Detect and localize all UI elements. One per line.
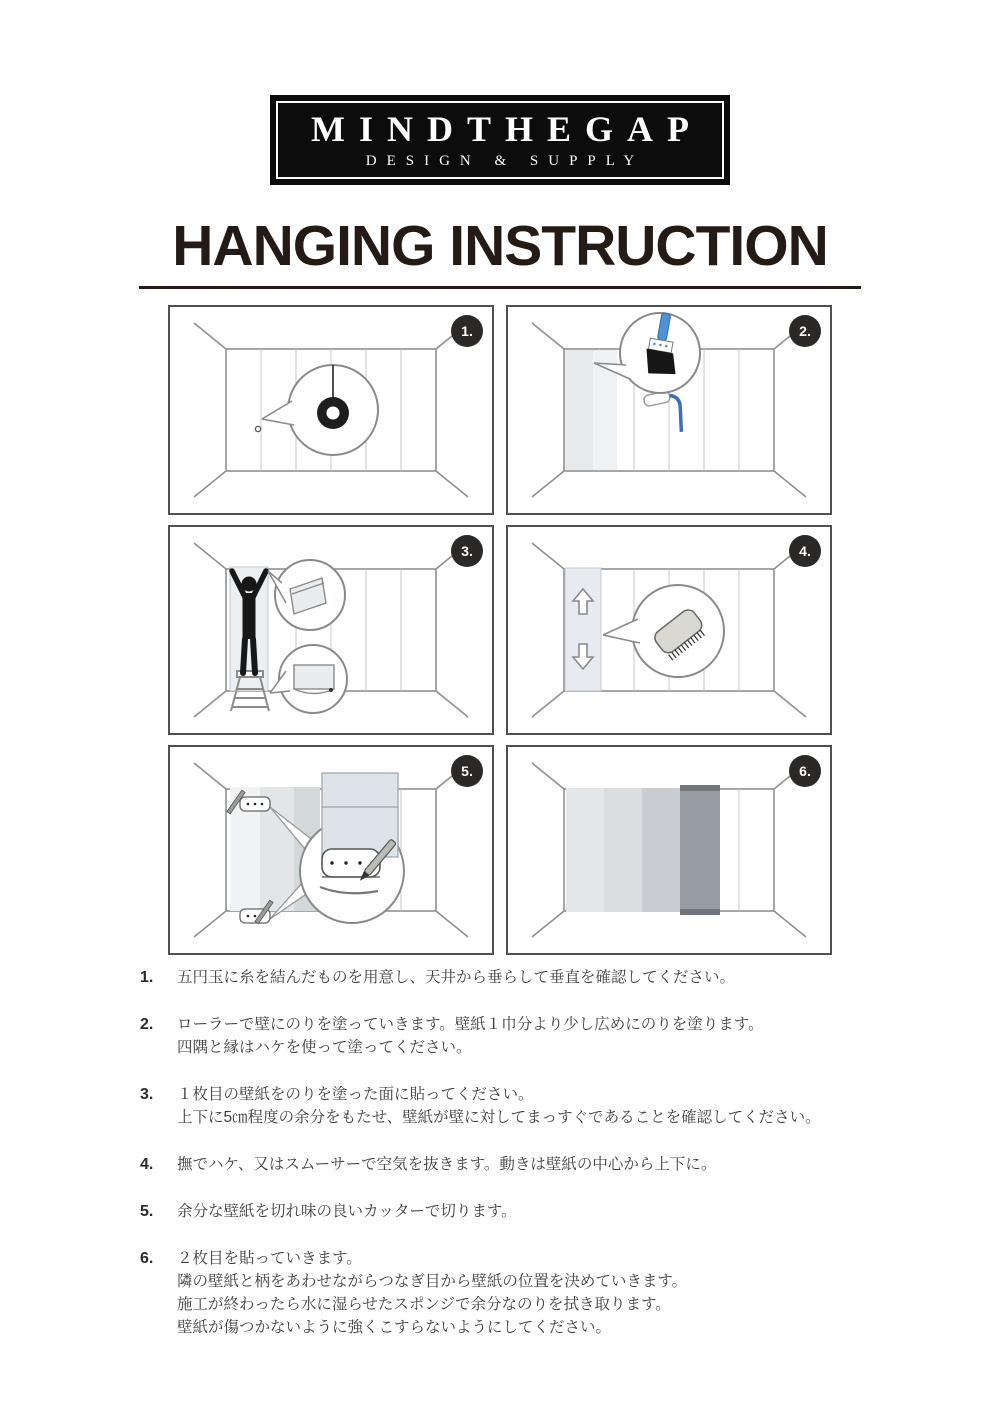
hang-first-strip-illustration — [170, 527, 492, 733]
instruction-number: 6. — [140, 1250, 154, 1267]
instruction-item-4 — [140, 1153, 880, 1176]
instruction-item-3 — [140, 1083, 880, 1129]
instruction-item-2 — [140, 1013, 880, 1059]
brand-tagline: DESIGN & SUPPLY — [365, 152, 645, 169]
instruction-number: 1. — [140, 969, 154, 986]
wallpaper-strip — [565, 568, 601, 691]
paste-roller-illustration — [508, 307, 830, 513]
instruction-text: 壁紙が傷つかないように強くこすらないようにしてください。 — [177, 1319, 612, 1336]
instruction-text: 余分な壁紙を切れ味の良いカッターで切ります。 — [177, 1203, 517, 1220]
plumb-bob-dot — [255, 426, 260, 431]
glued-area — [565, 350, 593, 470]
page-title: HANGING INSTRUCTION — [172, 214, 828, 278]
instruction-text: 施工が終わったら水に湿らせたスポンジで余分なのりを拭き取ります。 — [177, 1296, 671, 1313]
instruction-text: 上下に5㎝程度の余分をもたせ、壁紙が壁に対してまっすぐであることを確認してください。 — [177, 1109, 821, 1126]
instruction-text: 四隅と縁はハケを使って塗ってください。 — [177, 1039, 472, 1056]
step-badge-3: 3. — [452, 536, 482, 566]
instruction-number: 3. — [140, 1086, 154, 1103]
strip-2 — [604, 788, 642, 912]
instruction-number: 5. — [140, 1203, 154, 1220]
smooth-air-illustration — [508, 527, 830, 733]
strip-4-bottom-band — [680, 909, 720, 915]
step-badge-6: 6. — [790, 756, 820, 786]
instruction-list — [140, 966, 880, 1363]
panel-step-5 — [168, 745, 494, 955]
plumb-line-illustration — [170, 307, 492, 513]
panel-step-1 — [168, 305, 494, 515]
strip-3 — [642, 788, 680, 912]
panel-step-6 — [506, 745, 832, 955]
step-badge-1: 1. — [452, 316, 482, 346]
step-badge-4: 4. — [790, 536, 820, 566]
panel-step-4 — [506, 525, 832, 735]
title-underline — [139, 286, 861, 289]
brand-logo — [270, 95, 730, 185]
instruction-panels — [168, 305, 832, 955]
instruction-number: 4. — [140, 1156, 154, 1173]
finished-strips-illustration — [508, 747, 830, 953]
instruction-text: ローラーで壁にのりを塗っていきます。壁紙１巾分より少し広めにのりを塗ります。 — [177, 1016, 764, 1033]
instruction-text: 隣の壁紙と柄をあわせながらつなぎ目から壁紙の位置を決めていきます。 — [177, 1273, 688, 1290]
instruction-text: 撫でハケ、又はスムーサーで空気を抜きます。動きは壁紙の中心から上下に。 — [177, 1156, 717, 1173]
step-badge-2: 2. — [790, 316, 820, 346]
instruction-text: 五円玉に糸を結んだものを用意し、天井から垂らして垂直を確認してください。 — [177, 969, 736, 986]
panel-step-3 — [168, 525, 494, 735]
instruction-item-1 — [140, 966, 880, 989]
strip-4 — [680, 785, 720, 915]
step-badge-5: 5. — [452, 756, 482, 786]
instruction-text: ２枚目を貼っていきます。 — [177, 1250, 362, 1267]
brand-name: MINDTHEGAP — [311, 109, 703, 150]
brand-logo-frame — [276, 101, 724, 179]
trim-excess-illustration — [170, 747, 492, 953]
instruction-text: １枚目の壁紙をのりを塗った面に貼ってください。 — [177, 1086, 534, 1103]
title-block — [0, 215, 1000, 289]
instruction-item-6 — [140, 1247, 880, 1339]
strip-1 — [566, 788, 604, 912]
panel-step-2 — [506, 305, 832, 515]
strip-4-top-band — [680, 785, 720, 791]
instruction-item-5 — [140, 1200, 880, 1223]
instruction-number: 2. — [140, 1016, 154, 1033]
